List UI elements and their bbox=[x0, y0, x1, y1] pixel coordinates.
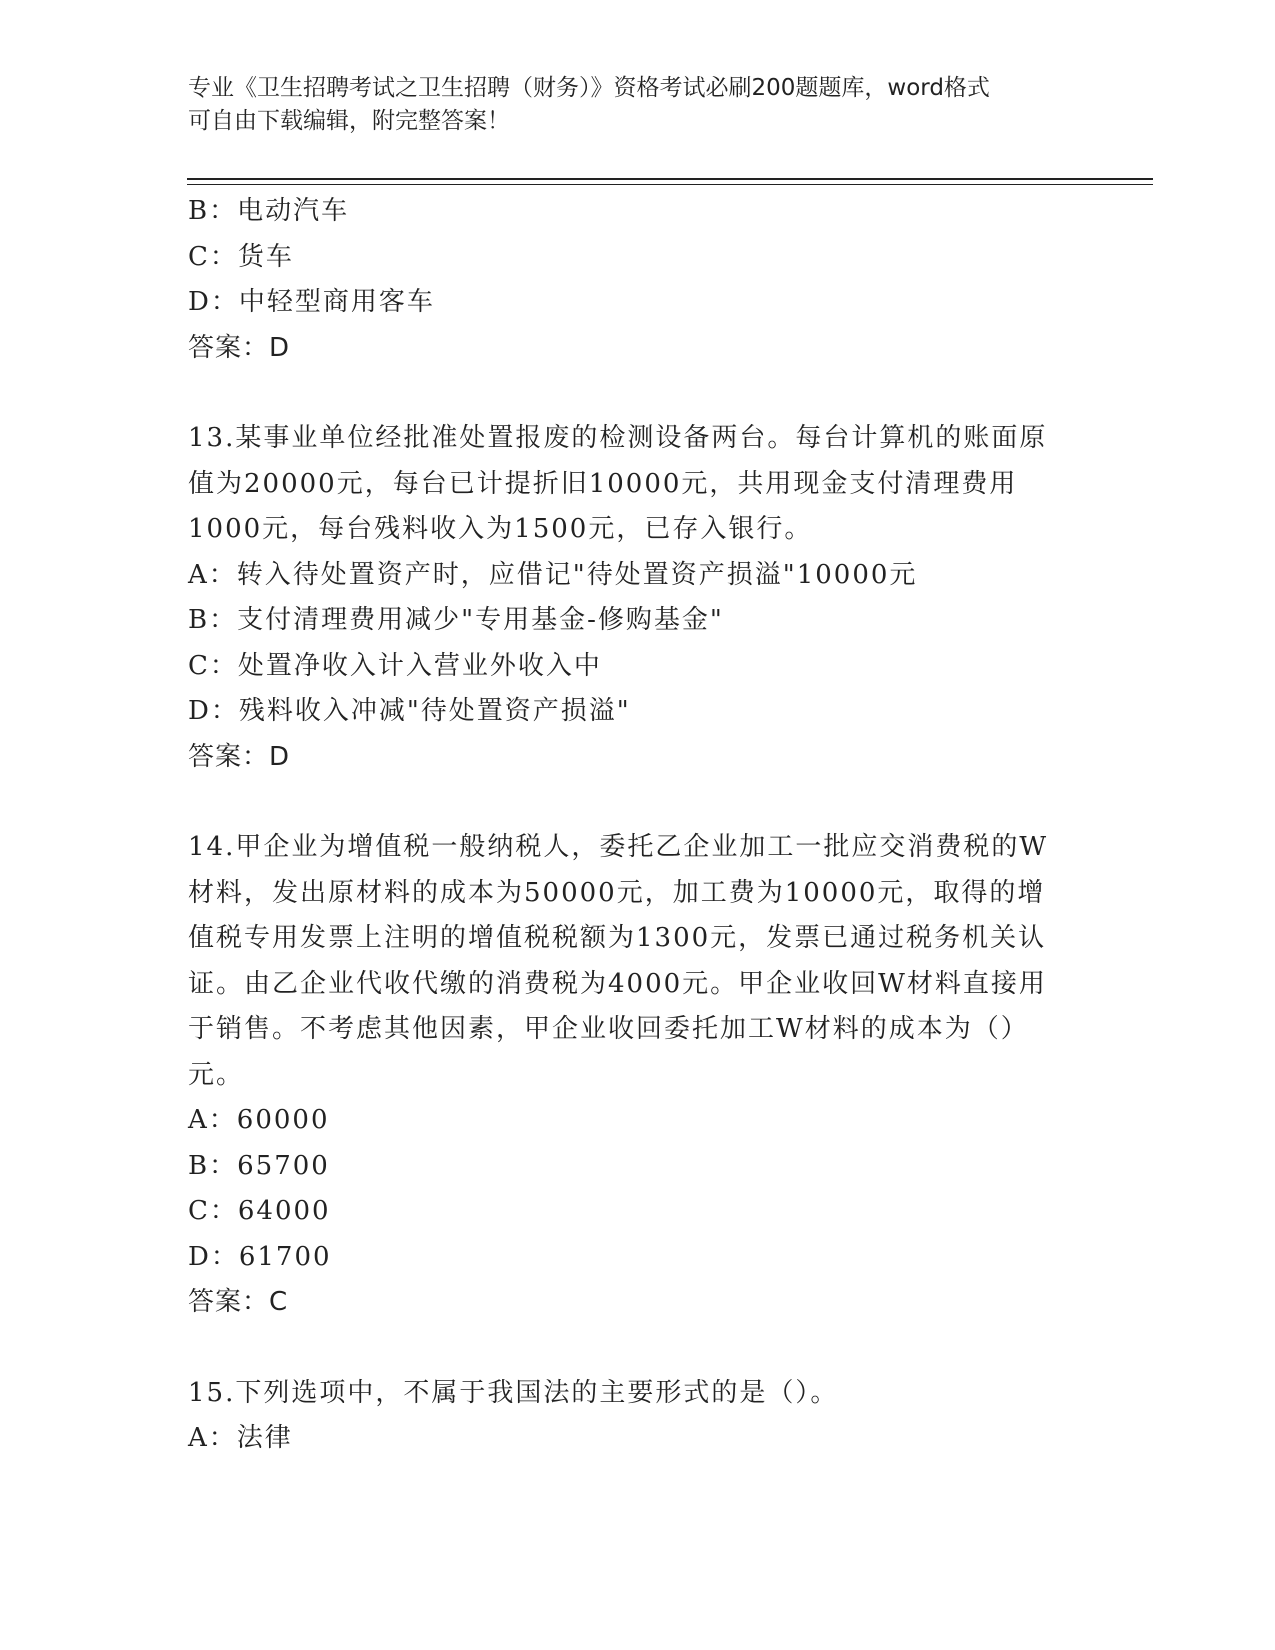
option-c: C：处置净收入计入营业外收入中 bbox=[188, 650, 602, 681]
question-stem-line: 值税专用发票上注明的增值税税额为1300元，发票已通过税务机关认 bbox=[188, 923, 1047, 953]
option-b: B：电动汽车 bbox=[188, 196, 350, 226]
question-stem-line: 1000元，每台残料收入为1500元，已存入银行。 bbox=[188, 514, 813, 544]
question-stem-line: 元。 bbox=[188, 1059, 245, 1090]
option-c: C：货车 bbox=[188, 241, 294, 272]
option-d: D：61700 bbox=[188, 1241, 332, 1272]
answer: 答案：D bbox=[188, 741, 291, 772]
question-content bbox=[188, 189, 1068, 1462]
document-header bbox=[188, 72, 1068, 138]
option-c: C：64000 bbox=[188, 1196, 331, 1226]
question-stem-line: 材料，发出原材料的成本为50000元，加工费为10000元，取得的增 bbox=[188, 877, 1046, 908]
header-line-2: 可自由下载编辑，附完整答案！ bbox=[188, 108, 510, 134]
question-stem-line: 证。由乙企业代收代缴的消费税为4000元。甲企业收回W材料直接用 bbox=[188, 968, 1047, 999]
header-rule-thin bbox=[187, 184, 1153, 185]
question-stem-line: 14.甲企业为增值税一般纳税人，委托乙企业加工一批应交消费税的W bbox=[188, 832, 1049, 862]
answer: 答案：C bbox=[188, 1287, 289, 1317]
answer: 答案：D bbox=[188, 332, 291, 363]
question-stem-line: 于销售。不考虑其他因素，甲企业收回委托加工W材料的成本为（） bbox=[188, 1014, 1029, 1044]
option-b: B：支付清理费用减少"专用基金-修购基金" bbox=[188, 605, 724, 635]
question-stem-line: 15.下列选项中，不属于我国法的主要形式的是（）。 bbox=[188, 1377, 839, 1408]
question-stem-line: 13.某事业单位经批准处置报废的检测设备两台。每台计算机的账面原 bbox=[188, 423, 1048, 453]
option-d: D：中轻型商用客车 bbox=[188, 287, 435, 317]
question-15 bbox=[188, 1371, 1068, 1462]
option-a: A：转入待处置资产时，应借记"待处置资产损溢"10000元 bbox=[188, 559, 918, 590]
option-a: A：60000 bbox=[188, 1105, 330, 1135]
header-rule-thick bbox=[187, 178, 1153, 180]
option-b: B：65700 bbox=[188, 1150, 330, 1181]
question-12 bbox=[188, 189, 1068, 371]
question-stem-line: 值为20000元，每台已计提折旧10000元，共用现金支付清理费用 bbox=[188, 468, 1018, 499]
option-a: A：法律 bbox=[188, 1423, 293, 1453]
question-13 bbox=[188, 416, 1068, 780]
option-d: D：残料收入冲减"待处置资产损溢" bbox=[188, 696, 631, 726]
question-14 bbox=[188, 825, 1068, 1326]
header-line-1: 专业《卫生招聘考试之卫生招聘（财务）》资格考试必刷200题题库，word格式 bbox=[188, 75, 990, 101]
